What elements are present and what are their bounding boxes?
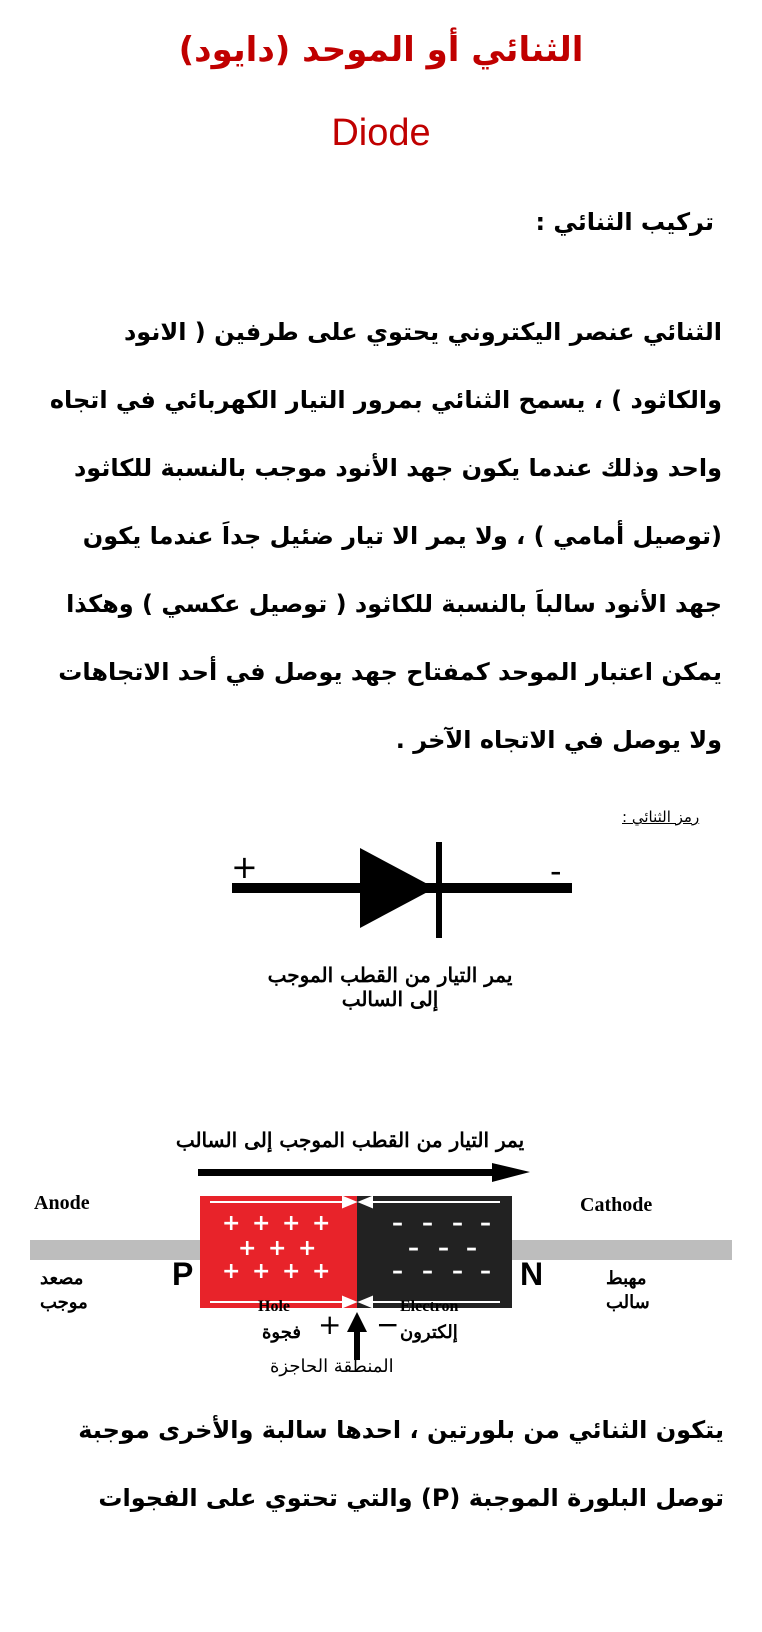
paragraph-line: الثنائي عنصر اليكتروني يحتوي على طرفين ( الانود <box>123 318 722 346</box>
cathode-wire <box>510 1240 732 1260</box>
svg-text:+: + <box>252 1211 271 1236</box>
paragraph-line: توصل البلورة الموجبة (P) والتي تحتوي على الفجوات <box>98 1484 724 1512</box>
cathode-ar-label: سالب <box>606 1292 650 1313</box>
page-title-arabic: الثنائي أو الموحد (دايود) <box>178 30 584 70</box>
electron-label: Electron <box>400 1298 459 1315</box>
cathode-ar-label: مهبط <box>606 1268 647 1289</box>
svg-text:+: + <box>252 1259 271 1284</box>
current-arrow-head <box>492 1163 530 1182</box>
barrier-label: المنطقة الحاجزة <box>270 1356 394 1377</box>
svg-text:–: – <box>392 1211 403 1236</box>
symbol-label: رمز الثنائي : <box>622 808 700 826</box>
bottom-paragraph <box>34 1396 724 1532</box>
svg-text:–: – <box>466 1236 477 1261</box>
hole-label: Hole <box>258 1298 290 1315</box>
svg-text:–: – <box>452 1211 463 1236</box>
svg-text:–: – <box>422 1211 433 1236</box>
anode-ar-label: مصعد <box>40 1268 84 1289</box>
paragraph-line: ولا يوصل في الاتجاه الآخر . <box>395 726 722 754</box>
current-direction-label: يمر التيار من القطب الموجب إلى السالب <box>175 1128 525 1152</box>
diode-triangle <box>360 848 435 928</box>
anode-ar-label: موجب <box>40 1292 88 1313</box>
paragraph-line: يتكون الثنائي من بلورتين ، احدها سالبة والأخرى موجبة <box>78 1416 724 1444</box>
hole-ar-label: فجوة <box>262 1322 301 1343</box>
minus-sign: - <box>550 852 562 890</box>
svg-text:+: + <box>238 1236 257 1261</box>
svg-text:–: – <box>422 1259 433 1284</box>
svg-text:–: – <box>452 1259 463 1284</box>
hole-plus: + <box>318 1308 342 1341</box>
paragraph-line: يمكن اعتبار الموحد كمفتاح جهد يوصل في أحد الاتجاهات <box>58 658 722 686</box>
barrier-arrow-head <box>347 1312 367 1332</box>
svg-text:+: + <box>282 1259 301 1284</box>
cathode-label: Cathode <box>580 1194 653 1216</box>
paragraph-line: (توصيل أمامي ) ، ولا يمر الا تيار ضئيل جداَ عندما يكون <box>82 522 722 550</box>
plus-sign: + <box>231 848 258 886</box>
svg-text:+: + <box>222 1211 241 1236</box>
symbol-caption: يمر التيار من القطب الموجب إلى السالب <box>267 963 513 1011</box>
svg-text:+: + <box>222 1259 241 1284</box>
svg-text:–: – <box>480 1211 491 1236</box>
svg-text:+: + <box>298 1236 317 1261</box>
diode-cathode-bar <box>436 842 442 938</box>
diode-symbol-figure <box>220 840 600 950</box>
p-letter: P <box>172 1256 194 1292</box>
current-arrow-shaft <box>198 1169 498 1176</box>
svg-text:+: + <box>312 1259 331 1284</box>
description-paragraph <box>32 298 722 774</box>
section-heading: تركيب الثنائي : <box>535 208 714 236</box>
page-title-english: Diode <box>331 112 431 154</box>
svg-text:+: + <box>282 1211 301 1236</box>
svg-text:–: – <box>392 1259 403 1284</box>
paragraph-line: والكاثود ) ، يسمح الثنائي بمرور التيار الكهربائي في اتجاه <box>49 386 722 414</box>
svg-text:–: – <box>438 1236 449 1261</box>
n-letter: N <box>520 1256 544 1292</box>
paragraph-line: واحد وذلك عندما يكون جهد الأنود موجب بالنسبة للكاثود <box>73 454 722 482</box>
svg-text:+: + <box>312 1211 331 1236</box>
electron-minus: − <box>376 1308 400 1341</box>
anode-label: Anode <box>34 1192 90 1214</box>
svg-text:–: – <box>408 1236 419 1261</box>
electron-ar-label: إلكترون <box>400 1322 458 1343</box>
svg-text:–: – <box>480 1259 491 1284</box>
paragraph-line: جهد الأنود سالباَ بالنسبة للكاثود ( توصيل عكسي ) وهكذا <box>66 590 722 618</box>
svg-text:+: + <box>268 1236 287 1261</box>
